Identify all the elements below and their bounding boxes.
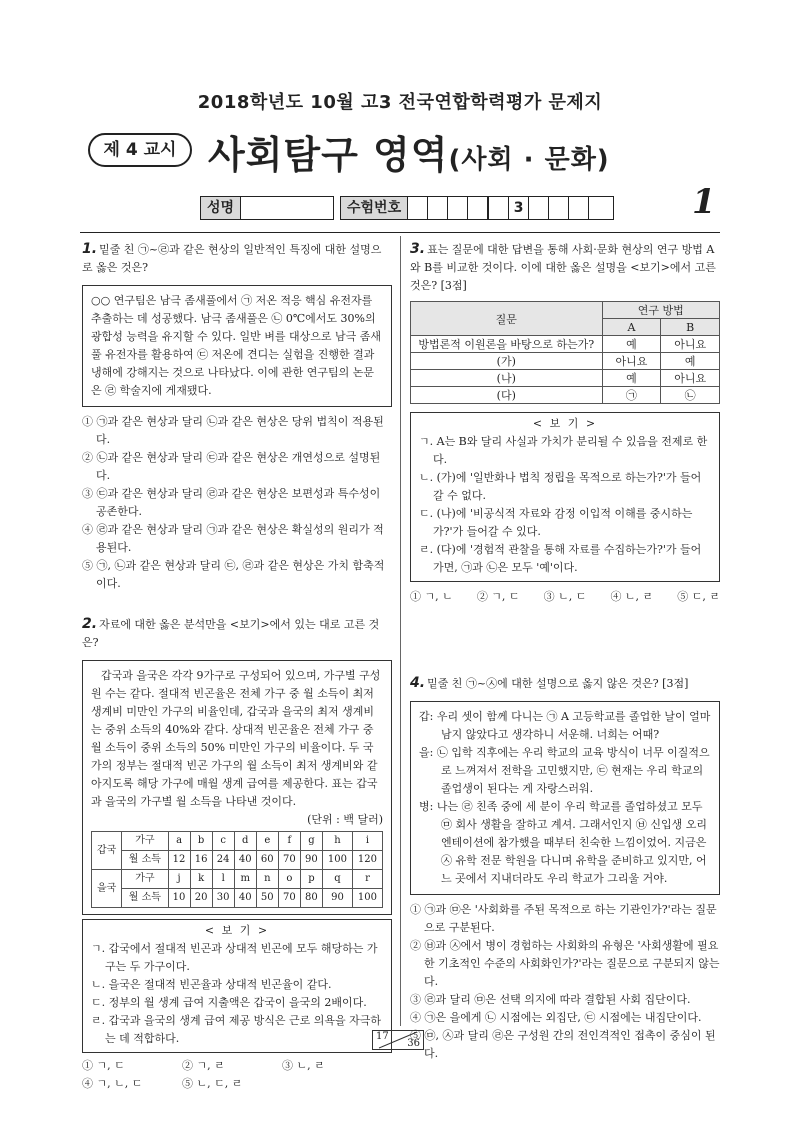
question-4-dialog	[410, 701, 720, 895]
left-column	[82, 240, 392, 1093]
answer-choice[interactable]: ⑤ ㄴ, ㄷ, ㄹ	[182, 1077, 243, 1090]
answer-choice[interactable]: ② ㄱ, ㄹ	[182, 1059, 225, 1072]
option[interactable]: ② ㉥과 ㉦에서 병이 경험하는 사회화의 유형은 '사회생활에 필요한 기초적인 수준의 사회화인가?'라는 질문으로 구분되지 않는다.	[410, 939, 720, 988]
period-badge: 제 4 교시	[88, 133, 192, 167]
subject-title	[208, 124, 610, 179]
name-blank[interactable]	[241, 197, 333, 219]
column-divider	[400, 236, 401, 1026]
bogi-item: ㄹ. (다)에 '경험적 관찰을 통해 자료를 수집하는가?'가 들어가면, ㉠과 ㉡은 모두 '예'이다.	[419, 543, 702, 574]
name-label: 성명	[201, 197, 241, 219]
answer-choice[interactable]: ④ ㄴ, ㄹ	[610, 590, 654, 603]
exam-number-cells	[408, 197, 608, 219]
option[interactable]: ③ ㉣과 달리 ㉤은 선택 의지에 따라 결합된 사회 집단이다.	[410, 993, 691, 1006]
bogi-item: ㄷ. (나)에 '비공식적 자료와 감정 이입적 이해를 중시하는가?'가 들어갈 수 있다.	[419, 507, 693, 538]
right-column	[410, 240, 720, 1063]
bogi-title: < 보 기 >	[532, 417, 598, 430]
method-table: 질문 연구 방법 A B 방법론적 이원론을 바탕으로 하는가? 예 아니요 (가) 아니요 예 (나) 예 아니요 (다) ㉠ ㉡	[410, 301, 720, 404]
answer-choice[interactable]: ① ㄱ, ㄴ	[410, 590, 453, 603]
bogi-item: ㄷ. 정부의 월 생계 급여 지출액은 갑국이 을국의 2배이다.	[91, 996, 367, 1009]
option[interactable]: ④ ㉠은 을에게 ㉡ 시점에는 외집단, ㉢ 시점에는 내집단이다.	[410, 1011, 702, 1024]
bogi-item: ㄴ. 을국은 절대적 빈곤율과 상대적 빈곤율이 같다.	[91, 978, 332, 991]
exam-number-label: 수험번호	[341, 197, 408, 219]
question-3-bogi	[410, 412, 720, 582]
option[interactable]: ① ㉠과 같은 현상과 달리 ㉡과 같은 현상은 당위 법칙이 적용된다.	[82, 415, 384, 446]
answer-choice[interactable]: ③ ㄴ, ㄷ	[543, 590, 587, 603]
passage-text: 갑국과 을국은 각각 9가구로 구성되어 있으며, 가구별 구성원 수는 같다. 절대적 빈곤율은 전체 가구 중 월 소득이 최저 생계비 미만인 가구의 비율인데, 갑국과 을국의 최저 생계비는 중위 소득의 40%와 같다. 상대적 빈곤율은 전체 가구 중 월 소득이 중위 소득의 50% 미만인 가구의 비율이다. 두 국가의 정부는 절대적 빈곤 가구의 월 소득이 최저 생계비와 같아지도록 해당 가구에 매월 생계 급여를 제공한다. 표는 갑국과 을국의 가구별 월 소득을 나타낸 것이다.	[91, 669, 381, 808]
option[interactable]: ⑤ ㉤, ㉦과 달리 ㉣은 구성원 간의 전인격적인 접촉이 중심이 된다.	[410, 1029, 716, 1060]
question-2-stem: 2. 자료에 대한 옳은 분석만을 <보기>에서 있는 대로 고른 것은?	[82, 616, 380, 649]
subject-main: 사회탐구 영역	[208, 133, 449, 177]
bogi-item: ㄱ. A는 B와 달리 사실과 가치가 분리될 수 있음을 전제로 한다.	[419, 435, 708, 466]
question-2-bogi	[82, 919, 392, 1053]
question-4-stem: 4. 밑줄 친 ㉠~㉦에 대한 설명으로 옳지 않은 것은? [3점]	[410, 675, 689, 691]
question-2-answers	[82, 1057, 392, 1093]
dialog-line: 병: 나는 ㉣ 친족 중에 세 분이 우리 학교를 졸업하셨고 모두 ㉤ 회사 생활을 잘하고 계셔. 그래서인지 ㉥ 신입생 오리엔테이션에 참가했을 때부터 친숙한 느낌이었어. 지금은 ㉦ 유학 전문 학원을 다니며 유학을 준비하고 있지만, 어느 곳에서 지내더라도 우리 학교가 그리울 거야.	[419, 800, 707, 885]
question-1-options	[82, 413, 392, 593]
bogi-item: ㄹ. 갑국과 을국의 생계 급여 제공 방식은 근로 의욕을 자극하는 데 적합하다.	[91, 1014, 381, 1045]
page-counter	[372, 1030, 424, 1050]
page-current: 17	[376, 1031, 389, 1042]
answer-choice[interactable]: ⑤ ㄷ, ㄹ	[677, 590, 720, 603]
name-field[interactable]	[200, 196, 334, 220]
option[interactable]: ③ ㉢과 같은 현상과 달리 ㉣과 같은 현상은 보편성과 특수성이 공존한다.	[82, 487, 381, 518]
answer-choice[interactable]: ① ㄱ, ㄷ	[82, 1059, 125, 1072]
question-4-options	[410, 901, 720, 1063]
exam-title: 2018학년도 10월 고3 전국연합학력평가 문제지	[197, 92, 603, 113]
exam-number-field[interactable]	[340, 196, 614, 220]
bogi-item: ㄱ. 갑국에서 절대적 빈곤과 상대적 빈곤에 모두 해당하는 가구는 두 가구이다.	[91, 942, 378, 973]
header-divider	[80, 232, 720, 233]
question-2-passage	[82, 660, 392, 915]
page-number: 1	[692, 182, 716, 222]
page-total: 36	[407, 1038, 420, 1049]
income-table: 갑국 가구 a b c d e f g h i 월 소득 12 16 24 40 60 70 90 100 120 을국 가구 j k l m n o p q r 월 소득 10 20 30 40 50 70 80 90 100	[91, 831, 383, 908]
bogi-title: < 보 기 >	[204, 924, 270, 937]
dialog-line: 갑: 우리 셋이 함께 다니는 ㉠ A 고등학교를 졸업한 날이 얼마 남지 않았다고 생각하니 서운해. 너희는 어때?	[419, 710, 711, 741]
option[interactable]: ④ ㉣과 같은 현상과 달리 ㉠과 같은 현상은 확실성의 원리가 적용된다.	[82, 523, 384, 554]
answer-choice[interactable]: ④ ㄱ, ㄴ, ㄷ	[82, 1077, 143, 1090]
answer-choice[interactable]: ② ㄱ, ㄷ	[476, 590, 520, 603]
option[interactable]: ⑤ ㉠, ㉡과 같은 현상과 달리 ㉢, ㉣과 같은 현상은 가치 함축적이다.	[82, 559, 385, 590]
subject-sub: (사회 · 문화)	[448, 145, 610, 175]
exam-number-digit: 3	[509, 197, 529, 219]
question-1-passage: ○○ 연구팀은 남극 좀새풀에서 ㉠ 저온 적응 핵심 유전자를 추출하는 데 성공했다. 남극 좀새풀은 ㉡ 0℃에서도 30%의 광합성 능력을 유지할 수 있다. 일반 벼를 대상으로 남극 좀새풀 유전자를 활용하여 ㉢ 저온에 견디는 실험을 진행한 결과 냉해에 강해지는 것으로 나타났다. 이에 관한 연구팀의 논문은 ㉣ 학술지에 게재됐다.	[82, 285, 392, 407]
option[interactable]: ② ㉡과 같은 현상과 달리 ㉢과 같은 현상은 개연성으로 설명된다.	[82, 451, 381, 482]
bogi-item: ㄴ. (가)에 '일반화나 법칙 정립을 목적으로 하는가?'가 들어갈 수 없다.	[419, 471, 702, 502]
answer-choice[interactable]: ③ ㄴ, ㄹ	[282, 1059, 325, 1072]
option[interactable]: ① ㉠과 ㉤은 '사회화를 주된 목적으로 하는 기관인가?'라는 질문으로 구분된다.	[410, 903, 717, 934]
unit-label: (단위 : 백 달러)	[307, 813, 383, 826]
dialog-line: 을: ㉡ 입학 직후에는 우리 학교의 교육 방식이 너무 이질적으로 느껴져서 전학을 고민했지만, ㉢ 현재는 우리 학교의 졸업생이 된다는 게 자랑스러워.	[419, 746, 710, 795]
question-3-answers	[410, 588, 720, 606]
question-1-stem: 1. 밑줄 친 ㉠~㉣과 같은 현상의 일반적인 특징에 대한 설명으로 옳은 것은?	[82, 241, 382, 274]
question-3-stem: 3. 표는 질문에 대한 답변을 통해 사회·문화 현상의 연구 방법 A와 B를 비교한 것이다. 이에 대한 옳은 설명을 <보기>에서 고른 것은? [3점]	[410, 241, 716, 292]
